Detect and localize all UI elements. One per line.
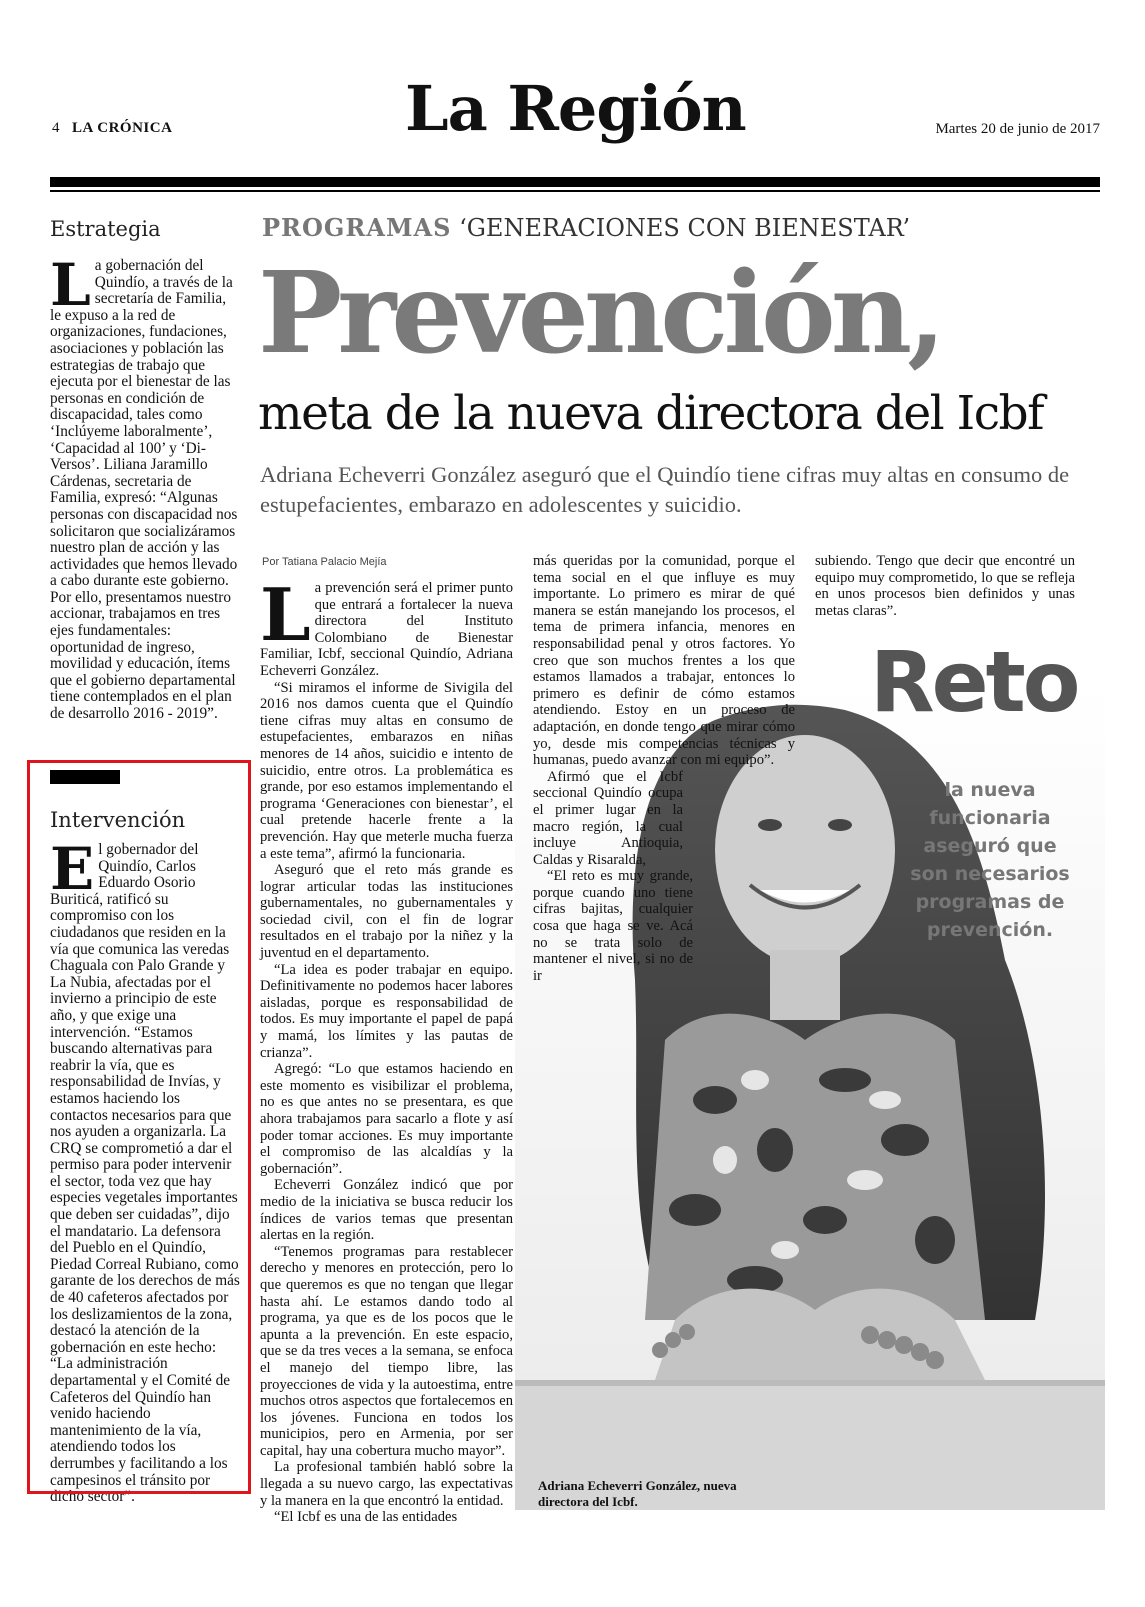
- col1-paragraph: “El Icbf es una de las entidades: [274, 1509, 458, 1526]
- col2-paragraph: Afirmó que el Icbf seccional Quindío ocupa el primer lugar en la macro región, la cual incluye Antioquia, Caldas y Risaralda,: [533, 768, 683, 868]
- sidebar-intervention-text: l gobernador del Quindío, Carlos Eduardo Osorio Buriticá, ratificó su compromiso con los ciudadanos que residen en la vía que comunica las veredas Chaguala con Palo Grande y La Nubia, afectadas por el invierno a principio de este año, y que exige una intervención. “Estamos buscando alternativas para reabrir la vía, que es responsabilidad de Invías, y estamos haciendo los contactos necesarios para que nos ayuden a organizarla. La CRQ se comprometió a dar el permiso para poder intervenir el sector, toda vez que hay especies vegetales importantes que deben ser cuidadas”, dijo el mandatario. La defensora del Pueblo en el Quindío, Piedad Correal Rubiano, como garante de los derechos de más de 40 cafeteros afectados por los deslizamientos de la zona, destacó la atención de la gobernación en este hecho: “La administración departamental y el Comité de Cafeteros del Quindío han venido haciendo mantenimiento de la vía, atendiendo todos los derrumbes y facilitando a los campesinos el tránsito por dicho sector”.: [50, 841, 240, 1506]
- col1-paragraph: “La idea es poder trabajar en equipo. Definitivamente no podemos hacer labores aisladas, porque es responsabilidad de todos. Es muy importante el papel de papá y mamá, los límites y las pautas de crianza”.: [260, 961, 513, 1061]
- page-number: 4: [52, 120, 60, 136]
- article-dropcap: L: [260, 572, 311, 657]
- sidebar-strategy-text: a gobernación del Quindío, a través de la secretaría de Familia, le expuso a la red de organizaciones, fundaciones, asociaciones y población las estrategias de trabajo que ejecuta por el bienestar de las personas en condición de discapacidad, tales como ‘Inclúyeme laboralmente’, ‘Capacidad al 100’ y ‘Di-Versos’. Liliana Jaramillo Cárdenas, secretaria de Familia, expresó: “Algunas personas con discapacidad nos solicitaron que socializáramos nuestro plan de acción y las actividades que hemos llevado a cabo durante este gobierno. Por ello, presentamos nuestro accionar, trabajamos en tres ejes fundamentales: oportunidad de ingreso, movilidad y educación, ítems que el gobierno departamental tiene contemplados en el plan de desarrollo 2016 - 2019”.: [50, 257, 238, 723]
- article-kicker: [262, 213, 910, 242]
- highlight-box: [27, 760, 251, 1494]
- col1-paragraph: Agregó: “Lo que estamos haciendo en este momento es visibilizar el problema, no es que antes no se presentara, es que ahora trabajamos para sacarlo a flote y así poder tomar acciones. Es muy importante el compromiso de las alcaldías y la gobernación”.: [260, 1061, 513, 1177]
- col1-paragraph: a prevención será el primer punto que entrará a fortalecer la nueva directora del Instituto Colombiano de Bienestar Familiar, Icbf, seccional Quindío, Adriana Echeverri González.: [260, 580, 513, 679]
- issue-date: Martes 20 de junio de 2017: [935, 121, 1100, 137]
- col2-paragraph: más queridas por la comunidad, porque el tema social en el que influye es muy importante. Lo primero es mirar de qué manera se están manejando los procesos, el tema de primera infancia, menores en responsabilidad penal y otros factores. Yo creo que son muchos frentes a los que estamos llamados a trabajar, entonces lo primero es definir de cómo estamos atendiendo. Estoy en un proceso de adaptación, en donde tengo que mirar cómo yo, desde mis competencias técnicas y humanas, puedo avanzar con mi equipo”.: [533, 553, 795, 769]
- kicker-topic: ‘GENERACIONES CON BIENESTAR’: [459, 214, 911, 242]
- article-column-1: [260, 572, 513, 1526]
- col1-paragraph: Aseguró que el reto más grande es lograr articular todas las instituciones gubernamentales, no gubernamentales y sociedad civil, con el fin de lograr resultados en el trabajo por la niñez y la juventud en el departamento.: [260, 862, 513, 962]
- header-rule-thin: [50, 190, 1100, 192]
- article-headline: Prevención,: [258, 248, 942, 379]
- col1-paragraph: La profesional también habló sobre la llegada a su nuevo cargo, las expectativas y la manera en la que encontró la entidad.: [260, 1459, 513, 1509]
- sidebar-intervention-dropcap: E: [50, 835, 95, 903]
- sidebar-strategy-body: [50, 251, 240, 723]
- col1-paragraph: “Tenemos programas para restablecer derecho y menores en protección, pero lo que queremos es que no tengan que llegar hasta ahí. Le estamos dando todo al programa, ya que es de los pocos que le apunta a la prevención. En este espacio, que se da tres veces a la semana, se enfoca el manejo del tiempo libre, las proyecciones de vida y la autoestima, entre muchos otros aspectos que fortalecemos en los jóvenes. Funciona en todos los municipios, pero en Armenia, por ser capital, hay una cobertura mucho mayor”.: [260, 1243, 513, 1459]
- article-byline: Por Tatiana Palacio Mejía: [262, 556, 387, 568]
- article-column-3: [815, 553, 1075, 619]
- kicker-section: PROGRAMAS: [262, 213, 452, 242]
- pullout-title: Reto: [870, 633, 1078, 731]
- col1-paragraph: “Si miramos el informe de Sivigila del 2016 nos damos cuenta que el Quindío tiene cifras muy altas en consumo de estupefacientes, embarazos en niñas menores de 14 años, suicidio e intento de suicidio, entre otros. La problemática es grande, por eso estamos implementando el programa ‘Generaciones con bienestar’, el cual pretende hacerle frente a la prevención. Hay que meterle mucha fuerza a este tema”, afirmó la funcionaria.: [260, 679, 513, 862]
- photo-caption: Adriana Echeverri González, nueva directora del Icbf.: [538, 1478, 737, 1509]
- sidebar-intervention-title: Intervención: [50, 808, 186, 832]
- col3-paragraph: subiendo. Tengo que decir que encontré un equipo muy comprometido, lo que se refleja en unos procesos bien definidos y unas metas claras”.: [815, 553, 1075, 619]
- col1-paragraph: Echeverri González indicó que por medio de la iniciativa se busca reducir los índices de varios temas que presentan alertas en la región.: [260, 1177, 513, 1244]
- pullout-text: la nueva funcionaria aseguró que son necesarios programas de prevención.: [910, 779, 1070, 941]
- header-rule-thick: [50, 177, 1100, 187]
- sidebar-strategy-dropcap: L: [50, 251, 91, 319]
- article-column-2: [533, 553, 795, 984]
- newspaper-name: LA CRÓNICA: [72, 120, 173, 136]
- article-subhead: meta de la nueva directora del Icbf: [258, 386, 1044, 441]
- section-title: La Región: [405, 72, 746, 145]
- article-deck: Adriana Echeverri González aseguró que el Quindío tiene cifras muy altas en consumo de estupefacientes, embarazo en adolescentes y suicidio.: [260, 462, 1070, 517]
- sidebar-strategy-title: Estrategia: [50, 217, 161, 241]
- col2-paragraph: “El reto es muy grande, porque cuando uno tiene cifras bajitas, cualquier cosa que haga se ve. Acá no se trata solo de mantener el nivel, si no de ir: [533, 868, 693, 984]
